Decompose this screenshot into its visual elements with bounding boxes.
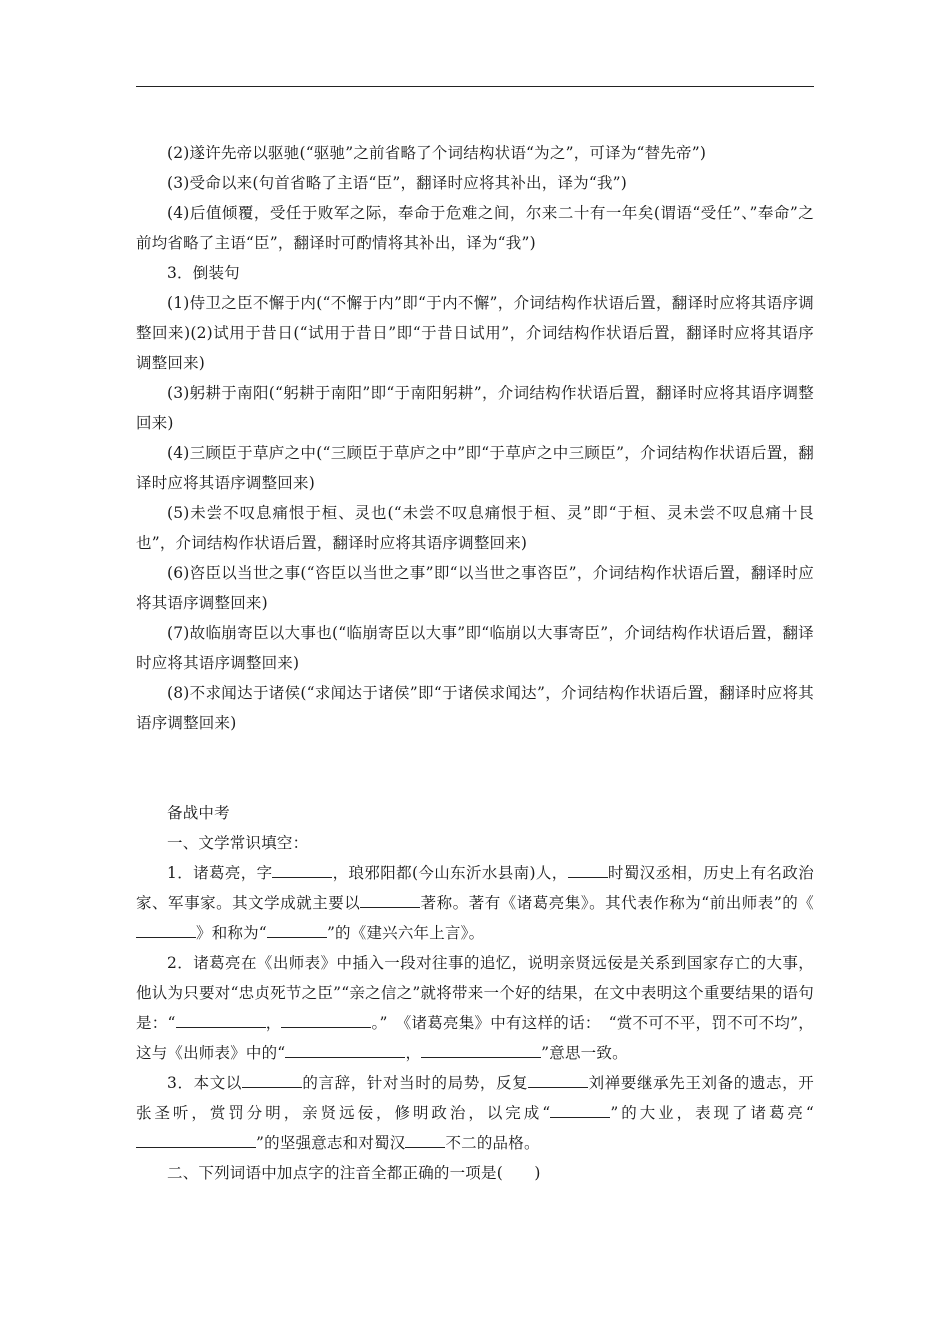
answer-blank[interactable]	[136, 1129, 256, 1148]
paragraph: (3)受命以来(句首省略了主语“臣”，翻译时应将其补出，译为“我”)	[167, 174, 628, 192]
section-heading: 一、文学常识填空：	[167, 834, 309, 852]
question-3: 3．本文以 的言辞，针对当时的局势，反复 刘禅要继承先王刘备的遗志，开张圣听，赏罚分明，亲贤远佞，修明政治，以完成“ ”的大业，表现了诸葛亮“”的坚强意志和对蜀汉 不二的品格。	[136, 1068, 814, 1158]
paragraph: (6)咨臣以当世之事(“咨臣以当世之事”即“以当世之事咨臣”，介词结构作状语后置，翻译时应将其语序调整回来)	[136, 564, 814, 612]
paragraph: (1)侍卫之臣不懈于内(“不懈于内”即“于内不懈”，介词结构作状语后置，翻译时应将其语序调整回来)(2)试用于昔日(“试用于昔日”即“于昔日试用”，介词结构作状语后置，翻译时应将其语序调整回来)	[136, 294, 814, 372]
question-2: 2．诸葛亮在《出师表》中插入一段对往事的追忆，说明亲贤远佞是关系到国家存亡的大事，他认为只要对“忠贞死节之臣”“亲之信之”就将带来一个好的结果，在文中表明这个重要结果的语句是：“ ， 。” 《诸葛亮集》中有这样的话： “赏不可不平，罚不可不均”，这与《出师表》中的“ ， ”意思一致。	[136, 954, 814, 1062]
paragraph: (4)三顾臣于草庐之中(“三顾臣于草庐之中”即“于草庐之中三顾臣”，介词结构作状语后置，翻译时应将其语序调整回来)	[136, 444, 814, 492]
header-rule	[136, 86, 814, 87]
answer-blank[interactable]	[568, 859, 608, 878]
answer-blank[interactable]	[285, 1039, 405, 1058]
section-heading: 二、下列词语中加点字的注音全都正确的一项是( )	[167, 1164, 541, 1182]
question-1: 1．诸葛亮，字 ，琅邪阳都(今山东沂水县南)人， 时蜀汉丞相，历史上有名政治家、军事家。其文学成就主要以 著称。著有《诸葛亮集》。其代表作称为“前出师表”的《》和称为“ ”的《建兴六年上言》。	[136, 858, 814, 948]
paragraph: (7)故临崩寄臣以大事也(“临崩寄臣以大事”即“临崩以大事寄臣”，介词结构作状语后置，翻译时应将其语序调整回来)	[136, 624, 814, 672]
answer-blank[interactable]	[136, 919, 196, 938]
answer-blank[interactable]	[550, 1099, 610, 1118]
answer-blank[interactable]	[421, 1039, 541, 1058]
document-body	[136, 138, 814, 1188]
section-heading: 3．倒装句	[167, 264, 240, 282]
answer-blank[interactable]	[272, 859, 332, 878]
answer-blank[interactable]	[176, 1009, 266, 1028]
answer-blank[interactable]	[360, 889, 420, 908]
paragraph: (8)不求闻达于诸侯(“求闻达于诸侯”即“于诸侯求闻达”，介词结构作状语后置，翻译时应将其语序调整回来)	[136, 684, 814, 732]
answer-blank[interactable]	[405, 1129, 445, 1148]
paragraph: (2)遂许先帝以驱驰(“驱驰”之前省略了个词结构状语“为之”，可译为“替先帝”)	[167, 144, 707, 162]
answer-blank[interactable]	[267, 919, 327, 938]
answer-blank[interactable]	[281, 1009, 371, 1028]
answer-blank[interactable]	[528, 1069, 588, 1088]
answer-blank[interactable]	[242, 1069, 302, 1088]
paragraph: (4)后值倾覆，受任于败军之际，奉命于危难之间，尔来二十有一年矣(谓语“受任”、”奉命”之前均省略了主语“臣”，翻译时可酌情将其补出，译为“我”)	[136, 204, 814, 252]
section-title: 备战中考	[167, 804, 230, 822]
paragraph: (3)躬耕于南阳(“躬耕于南阳”即“于南阳躬耕”，介词结构作状语后置，翻译时应将其语序调整回来)	[136, 384, 814, 432]
spacer	[136, 738, 814, 798]
paragraph: (5)未尝不叹息痛恨于桓、灵也(“未尝不叹息痛恨于桓、灵”即“于桓、灵未尝不叹息痛十艮也”，介词结构作状语后置，翻译时应将其语序调整回来)	[136, 504, 814, 552]
